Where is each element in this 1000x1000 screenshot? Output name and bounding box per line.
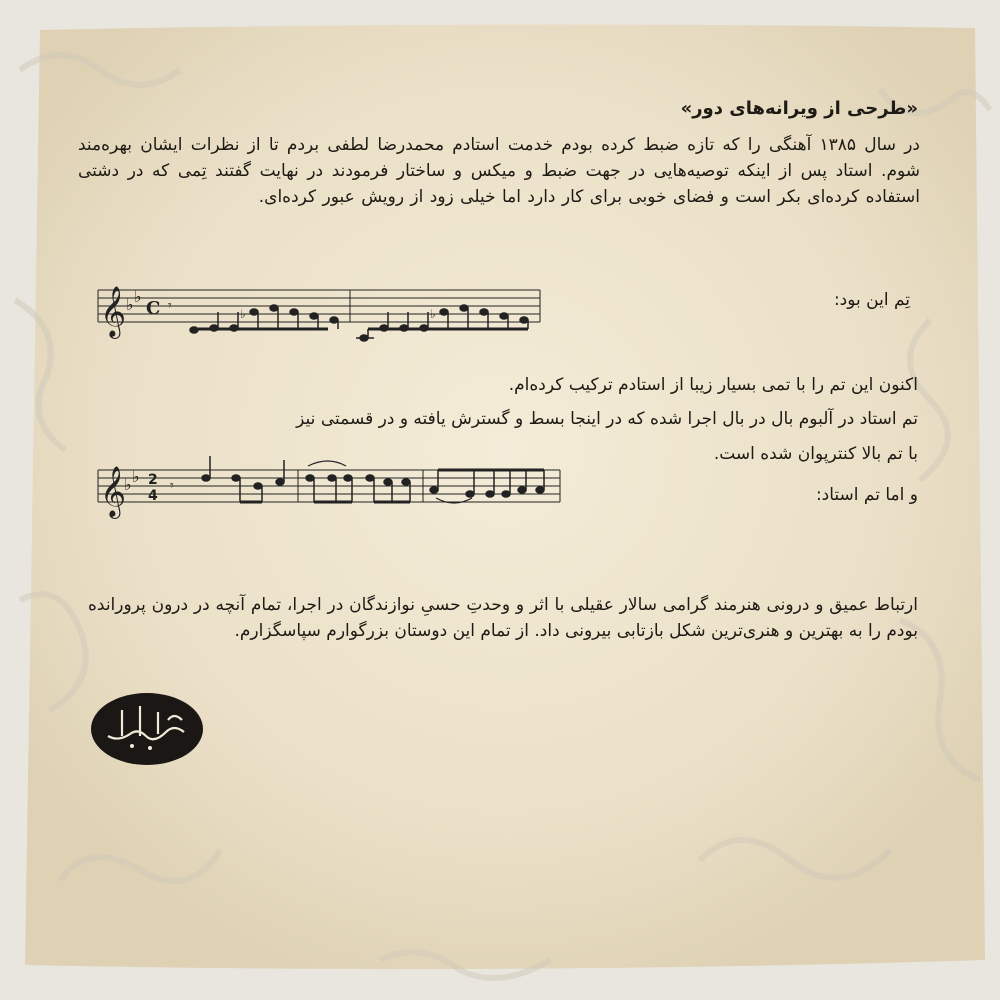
svg-text:𝄾: 𝄾 [170, 478, 174, 494]
svg-text:♭: ♭ [134, 287, 142, 306]
paragraph2-line1: اکنون این تم را با تمی بسیار زیبا از استادم ترکیب کرده‌ام. [508, 375, 918, 395]
svg-text:♭: ♭ [240, 307, 246, 321]
acknowledgement-paragraph: ارتباط عمیق و درونی هنرمند گرامی سالار عقیلی با اثر و وحدتِ حسیِ نوازندگان در اجرا، تمام آنچه در درون پرورانده بودم را به بهترین و هنری‌ترین شکل بازتابی بیرونی داد. از تمام این دوستان بزرگوارم سپاسگزارم. [88, 595, 918, 641]
theme-score [88, 272, 548, 352]
artist-logo [88, 690, 206, 768]
page-title: «طرحی از ویرانه‌های دور» [680, 98, 918, 119]
svg-text:𝄾: 𝄾 [168, 298, 172, 314]
svg-text:𝄞: 𝄞 [100, 466, 127, 517]
svg-text:♭: ♭ [430, 307, 436, 321]
time-signature-top: 2 [148, 472, 158, 488]
master-theme-notes [202, 456, 544, 503]
time-signature-bottom: 4 [148, 488, 158, 504]
master-theme-label: و اما تم استاد: [815, 485, 918, 505]
treble-clef: 𝄞 [100, 286, 127, 337]
theme-label: تِم این بود: [833, 290, 910, 310]
paragraph2-line2: تم استاد در آلبوم بال در بال اجرا شده که در اینجا بسط و گسترش یافته و در قسمتی نیز [296, 409, 918, 429]
svg-text:♭: ♭ [124, 475, 132, 494]
paragraph2-line3: با تم بالا کنترپوان شده است. [713, 444, 918, 464]
master-theme-score [88, 456, 568, 528]
svg-text:♭: ♭ [126, 295, 134, 314]
time-signature: C [146, 298, 161, 319]
intro-paragraph: در سال ۱۳۸۵ آهنگی را که تازه ضبط کرده بودم خدمت استادم محمدرضا لطفی بردم تا از نظرات ایشان بهره‌مند شوم. استاد پس از اینکه توصیه‌هایی در جهت ضبط و میکس و ساختار فرمودند در نهایت گفتند تِمی که در دشتی استفاده کرده‌ای بکر است و فضای خوبی برای کار دارد اما خیلی زود از رویش عبور کرده‌ای. [78, 135, 920, 207]
svg-text:♭: ♭ [132, 467, 140, 486]
